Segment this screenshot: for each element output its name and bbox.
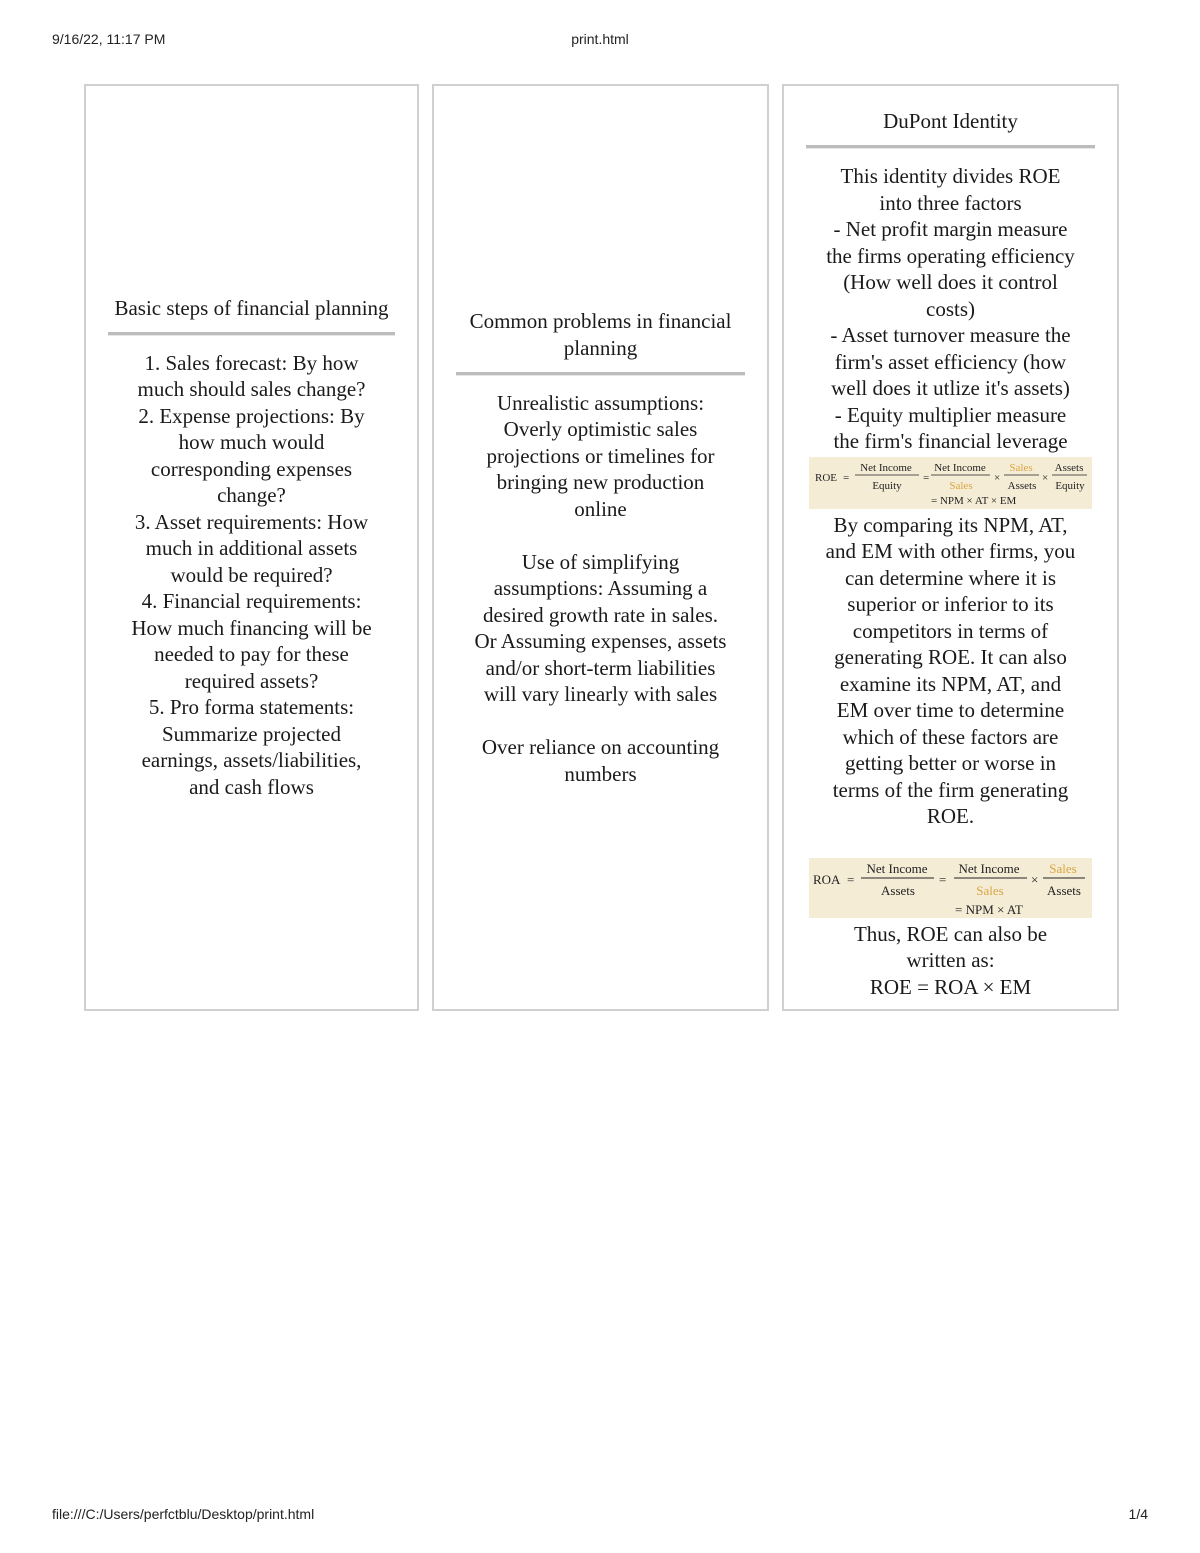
card-text-line: can determine where it is [844,565,1057,590]
card-text-line: which of these factors are [842,724,1059,749]
card-text-line: into three factors [879,190,1022,215]
svg-text:=: = [843,471,850,484]
paragraph-gap [792,830,1109,856]
card-text-line: numbers [564,761,637,786]
roe-formula-result: = NPM × AT × EM [931,494,1017,507]
roa-formula-lhs: ROA [813,871,841,887]
print-header [52,31,1148,49]
roe-f2-num: Net Income [934,461,986,474]
roa-f3-den: Assets [1047,882,1081,898]
card-text-line: Overly optimistic sales [503,417,698,442]
card-text-line: and cash flows [189,774,314,799]
roe-f4-num: Assets [1054,461,1084,474]
paragraph-gap [442,708,759,735]
card-text-line: bringing new production [496,470,705,495]
card-body [94,350,409,801]
print-page-title: print.html [571,31,629,47]
card-title: Basic steps of financial planning [114,295,389,320]
card-text-line: will vary linearly with sales [483,682,718,707]
roa-f1-den: Assets [881,882,915,898]
card-text-line: This identity divides ROE [840,164,1061,188]
svg-text:=: = [847,871,855,887]
card-text-line: the firms operating efficiency [826,243,1075,268]
card-text-line: 1. Sales forecast: By how [144,350,359,375]
card-title: DuPont Identity [883,109,1018,133]
card-text-line: generating ROE. It can also [834,645,1067,669]
flashcard-basic-steps [84,84,419,1011]
card-title: Common problems in financial planning [469,308,732,360]
card-text-line: needed to pay for these [154,642,349,667]
card-text-line: Summarize projected [161,721,341,746]
roe-f1-den: Equity [872,479,902,492]
card-text-line: projections or timelines for [486,443,715,468]
card-text-line: required assets? [184,668,319,693]
card-text-line: terms of the firm generating [832,777,1069,802]
card-text-line: - Net profit margin measure [833,217,1068,241]
card-text-line: - Asset turnover measure the [830,323,1071,347]
svg-text:=: = [923,471,930,484]
card-text-line: (How well does it control [843,270,1058,294]
card-text-line: Unrealistic assumptions: [496,390,705,415]
card-text-line: and/or short-term liabilities [485,655,716,680]
card-divider [806,145,1095,149]
roe-f3-den: Assets [1007,479,1037,492]
roe-f2-den: Sales [949,479,973,492]
flashcard-common-problems [432,84,769,1011]
svg-text:×: × [1042,471,1049,484]
card-text-line: much in additional assets [145,536,358,561]
roe-formula-image [809,457,1092,509]
card-body [442,390,759,788]
card-text-line: EM over time to determine [836,698,1065,722]
roa-f1-num: Net Income [866,860,928,876]
card-text-line: change? [217,483,286,508]
card-text-line: 2. Expense projections: By [138,403,365,428]
card-text-line: examine its NPM, AT, and [839,671,1062,696]
svg-text:×: × [994,471,1001,484]
card-text-line: desired growth rate in sales. [482,602,718,627]
card-text-line: Or Assuming expenses, assets [474,629,727,654]
card-text-line: written as: [906,948,995,972]
card-text-line: how much would [178,430,325,455]
card-text-line: competitors in terms of [852,618,1049,643]
roe-f3-num: Sales [1009,461,1033,474]
card-divider [456,372,745,376]
roe-f4-den: Equity [1055,479,1085,492]
card-text-line: Use of simplifying [521,549,680,574]
card-text-line: 3. Asset requirements: How [134,509,369,534]
card-text-line: - Equity multiplier measure [834,402,1067,427]
roa-formula-image [809,858,1092,918]
svg-text:=: = [939,871,947,887]
card-text-line: ROE. [926,804,975,828]
roe-formula-lhs: ROE [815,471,837,484]
card-text-line: the firm's financial leverage [833,429,1068,453]
card-text-line: Thus, ROE can also be [853,921,1048,946]
card-divider [108,332,395,336]
card-text-line: How much financing will be [131,615,372,640]
roa-f2-num: Net Income [958,860,1020,876]
card-text-line: By comparing its NPM, AT, [833,512,1068,537]
roa-f2-den: Sales [976,882,1004,898]
roa-formula-result: = NPM × AT [955,901,1023,917]
card-text-line: well does it utlize it's assets) [831,376,1070,400]
card-text-line: and EM with other firms, you [825,539,1076,563]
card-text-line: assumptions: Assuming a [493,576,708,601]
print-page-number: 1/4 [1128,1506,1148,1522]
card-text-line: 5. Pro forma statements: [148,695,355,720]
card-body [792,163,1109,1000]
flashcard-dupont-identity [782,84,1119,1011]
card-text-line: online [574,496,627,521]
card-text-line: 4. Financial requirements: [141,589,362,614]
card-text-line: earnings, assets/liabilities, [141,748,362,773]
roa-f3-num: Sales [1049,860,1077,876]
card-text-line: would be required? [170,562,333,587]
card-text-line: much should sales change? [137,377,366,402]
paragraph-gap [442,522,759,549]
card-text-line: firm's asset efficiency (how [834,349,1067,374]
card-text-line: costs) [926,296,975,321]
svg-text:×: × [1031,871,1039,887]
card-text-line: ROE = ROA × EM [869,974,1032,999]
print-file-path: file:///C:/Users/perfctblu/Desktop/print.html [52,1506,315,1522]
card-text-line: superior or inferior to its [847,592,1054,616]
card-text-line: getting better or worse in [844,751,1057,775]
print-timestamp: 9/16/22, 11:17 PM [52,31,166,47]
card-text-line: corresponding expenses [150,456,353,481]
roe-f1-num: Net Income [860,461,912,474]
card-text-line: Over reliance on accounting [481,735,720,760]
print-footer [52,1506,1148,1524]
